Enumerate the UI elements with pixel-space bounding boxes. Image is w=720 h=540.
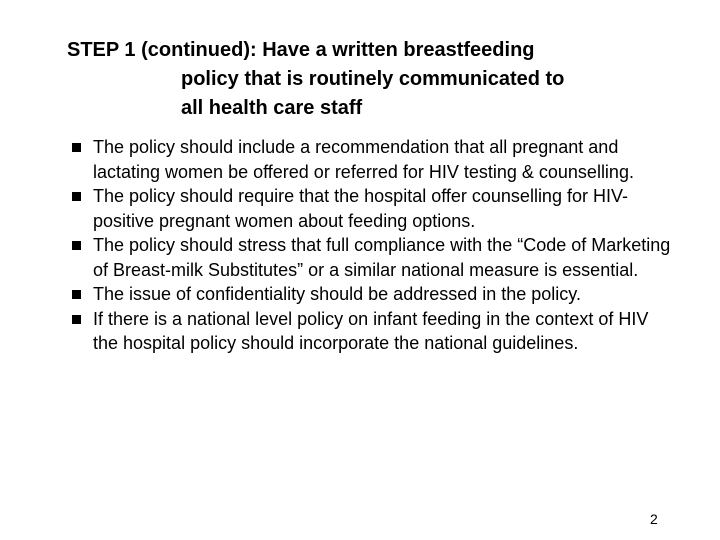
square-bullet-icon	[72, 143, 81, 152]
square-bullet-icon	[72, 192, 81, 201]
bullet-text: If there is a national level policy on infant feeding in the context of HIV the hospital policy should incorporate the national guidelines.	[93, 308, 649, 353]
bullet-item	[68, 307, 678, 356]
title-line-2: policy that is routinely communicated to	[181, 68, 565, 90]
bullet-text: The policy should stress that full compliance with the “Code of Marketing of Breast-milk Substitutes” or a similar national measure is essential.	[93, 235, 671, 280]
bullet-item	[68, 135, 678, 184]
square-bullet-icon	[72, 290, 81, 299]
bullet-item	[68, 184, 678, 233]
bullet-text: The policy should include a recommendation that all pregnant and lactating women be offered or referred for HIV testing & counselling.	[93, 137, 634, 182]
title-line-3: all health care staff	[181, 97, 363, 119]
square-bullet-icon	[72, 315, 81, 324]
bullet-list	[68, 135, 678, 356]
title-line-1: STEP 1 (continued): Have a written breastfeeding	[67, 39, 535, 61]
bullet-text: The issue of confidentiality should be addressed in the policy.	[93, 284, 581, 304]
bullet-item	[68, 282, 678, 307]
square-bullet-icon	[72, 241, 81, 250]
bullet-text: The policy should require that the hospital offer counselling for HIV-positive pregnant women about feeding options.	[93, 186, 628, 231]
slide-title	[67, 36, 687, 123]
page-number: 2	[650, 511, 658, 527]
bullet-item	[68, 233, 678, 282]
